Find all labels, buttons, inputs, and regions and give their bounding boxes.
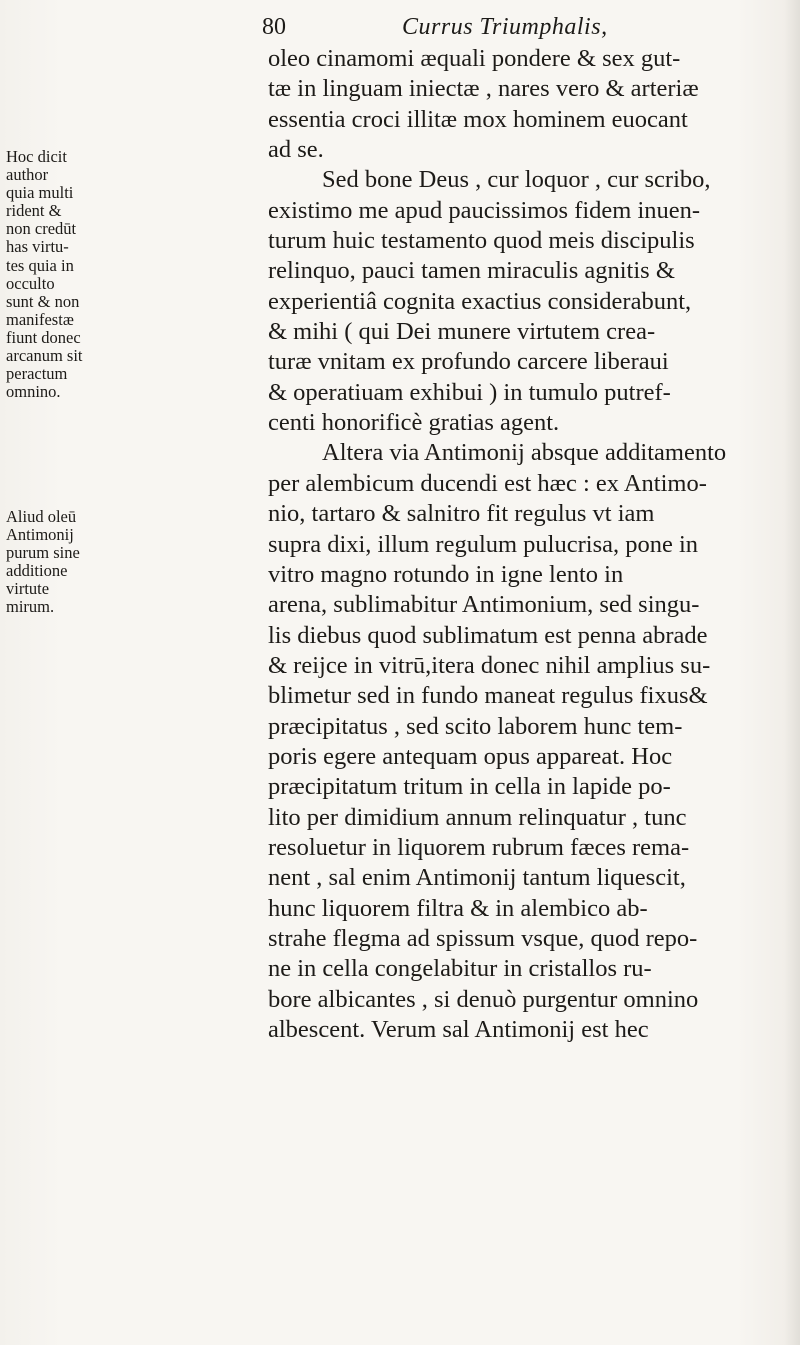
text-line: & operatiuam exhibui ) in tumulo putref- (268, 378, 671, 406)
margin-note-line: omnino. (6, 383, 61, 402)
text-line: oleo cinamomi æquali pondere & sex gut- (268, 45, 681, 72)
text-line: tæ in linguam iniectæ , nares vero & arteriæ (268, 75, 699, 103)
margin-note-line: arcanum sit (6, 347, 83, 366)
text-line: resoluetur in liquorem rubrum fæces rema- (268, 833, 690, 861)
text-line: albescent. Verum sal Antimonij est hec (268, 1016, 649, 1043)
text-line: lito per dimidium annum relinquatur , tunc (268, 803, 687, 831)
margin-note-line: author (6, 166, 49, 185)
text-line: vitro magno rotundo in igne lento in (268, 560, 624, 588)
margin-note-line: quia multi (6, 184, 74, 203)
text-line: arena, sublimabitur Antimonium, sed singu- (268, 591, 700, 619)
text-line: hunc liquorem filtra & in alembico ab- (268, 894, 648, 922)
running-head (262, 10, 692, 44)
text-line: & reijce in vitrū,itera donec nihil amplius su- (268, 651, 711, 679)
margin-note-author (6, 148, 131, 401)
text-line: turæ vnitam ex profundo carcere liberaui (268, 348, 669, 376)
margin-note-line: rident & (6, 202, 62, 221)
margin-note-line: mirum. (6, 598, 55, 617)
text-line: per alembicum ducendi est hæc : ex Antimo- (268, 469, 707, 497)
margin-note-antimony-oil (6, 508, 131, 617)
text-line: blimetur sed in fundo maneat regulus fixus& (268, 682, 708, 710)
margin-note-line: has virtu- (6, 238, 69, 257)
margin-note-line: tes quia in (6, 256, 74, 275)
margin-note-line: purum sine (6, 544, 80, 563)
margin-note-line: Antimonij (6, 526, 74, 545)
text-line: turum huic testamento quod meis discipulis (268, 227, 695, 255)
text-line: Sed bone Deus , cur loquor , cur scribo, (322, 166, 711, 194)
text-line: essentia croci illitæ mox hominem euocant (268, 105, 688, 133)
margin-note-line: virtute (6, 580, 50, 599)
margin-note-line: peractum (6, 365, 68, 384)
main-text (268, 44, 798, 1045)
margin-note-line: occulto (6, 274, 55, 293)
text-line: relinquo, pauci tamen miraculis agnitis & (268, 257, 675, 285)
margin-note-line: non credūt (6, 220, 77, 239)
text-line: strahe flegma ad spissum vsque, quod repo- (268, 924, 698, 952)
page-edge-shadow (784, 0, 800, 1345)
margin-note-line: Hoc dicit (6, 148, 67, 166)
margin-note-line: additione (6, 562, 68, 581)
margin-note-line: sunt & non (6, 292, 80, 311)
text-line: nio, tartaro & salnitro fit regulus vt iam (268, 500, 655, 528)
text-line: supra dixi, illum regulum pulucrisa, pone in (268, 530, 699, 558)
text-line: præcipitatum tritum in cella in lapide po- (268, 773, 671, 801)
margin-note-line: Aliud oleū (6, 508, 77, 526)
margin-note-line: manifestæ (6, 310, 74, 329)
running-title: Currus Triumphalis, (402, 14, 608, 40)
text-line: poris egere antequam opus appareat. Hoc (268, 742, 673, 770)
text-line: bore albicantes , si denuò purgentur omnino (268, 985, 699, 1013)
margin-note-line: fiunt donec (6, 328, 81, 347)
text-line: centi honorificè gratias agent. (268, 409, 560, 437)
text-line: præcipitatus , sed scito laborem hunc tem- (268, 712, 683, 740)
text-line: & mihi ( qui Dei munere virtutem crea- (268, 318, 656, 346)
text-line: lis diebus quod sublimatum est penna abrade (268, 621, 708, 649)
text-line: ne in cella congelabitur in cristallos ru- (268, 955, 652, 983)
text-line: experientiâ cognita exactius considerabunt, (268, 287, 692, 315)
page-number: 80 (262, 14, 286, 40)
text-line: existimo me apud paucissimos fidem inuen- (268, 196, 701, 224)
text-line: nent , sal enim Antimonij tantum liquescit, (268, 864, 686, 892)
text-line: ad se. (268, 136, 324, 164)
text-line: Altera via Antimonij absque additamento (322, 439, 727, 467)
